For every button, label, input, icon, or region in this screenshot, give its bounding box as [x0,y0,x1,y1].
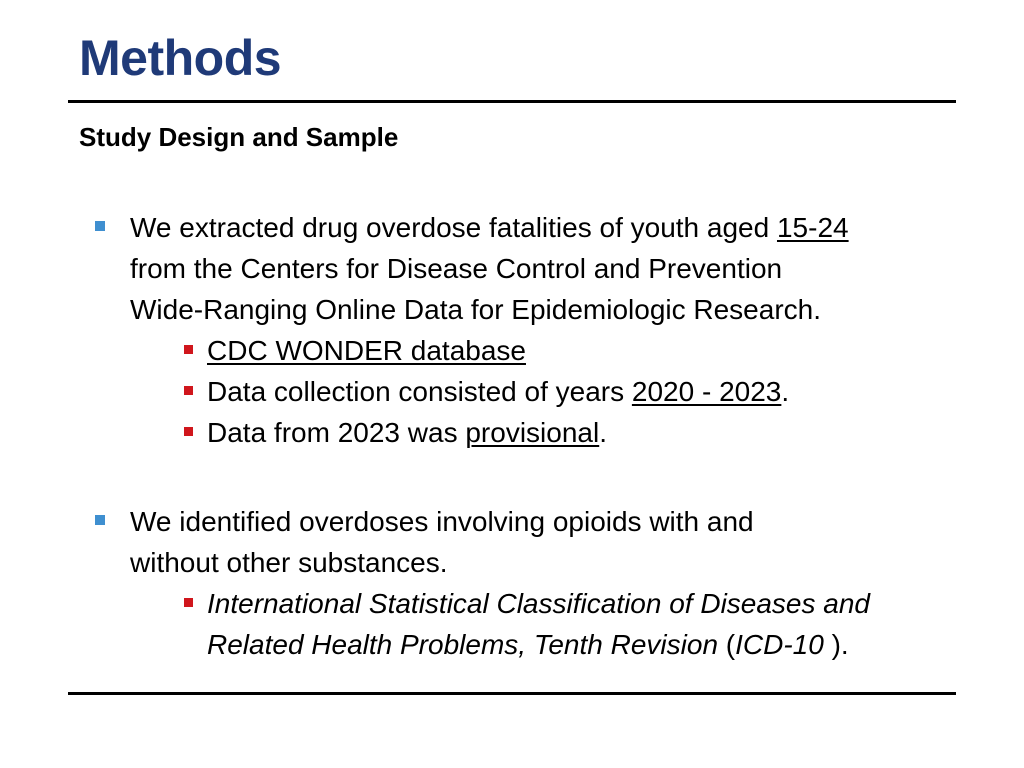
bullet-square-icon [95,515,105,525]
bullet-extracted-data [130,207,960,453]
years-range: 2020 - 2023 [631,376,782,407]
cdc-wonder-link[interactable]: CDC WONDER database [207,335,526,366]
bullet-line: We extracted drug overdose fatalities of youth aged 15-24 [130,212,849,243]
sub-bullet-icd10: International Statistical Classification of Diseases and Related Health Problems, Tenth Revision (ICD-10 ). [130,583,960,665]
section-subtitle: Study Design and Sample [79,122,399,152]
sub-bullet-square-icon [184,345,193,354]
sub-bullet-square-icon [184,598,193,607]
sub-bullet-years: Data collection consisted of years 2020 - 2023. [130,371,960,412]
footer-divider [68,692,956,695]
title-divider [68,100,956,103]
sub-bullet-square-icon [184,386,193,395]
sub-bullet-square-icon [184,427,193,436]
bullet-identified-overdoses [130,501,960,665]
icd-code: ICD-10 [735,629,824,660]
age-range: 15-24 [776,212,849,243]
bullet-line: from the Centers for Disease Control and Prevention [130,253,783,284]
icd-full-name: International Statistical Classification of Diseases and Related Health Problems, Tenth Revision [207,588,871,660]
provisional-term: provisional [465,417,600,448]
bullet-line: without other substances. [130,547,448,578]
bullet-line: We identified overdoses involving opioids with and [130,506,754,537]
bullet-square-icon [95,221,105,231]
sub-bullet-cdc-wonder [130,330,960,371]
bullet-line: Wide-Ranging Online Data for Epidemiologic Research. [130,294,822,325]
slide-title: Methods [79,30,282,86]
sub-bullet-provisional: Data from 2023 was provisional. [130,412,960,453]
